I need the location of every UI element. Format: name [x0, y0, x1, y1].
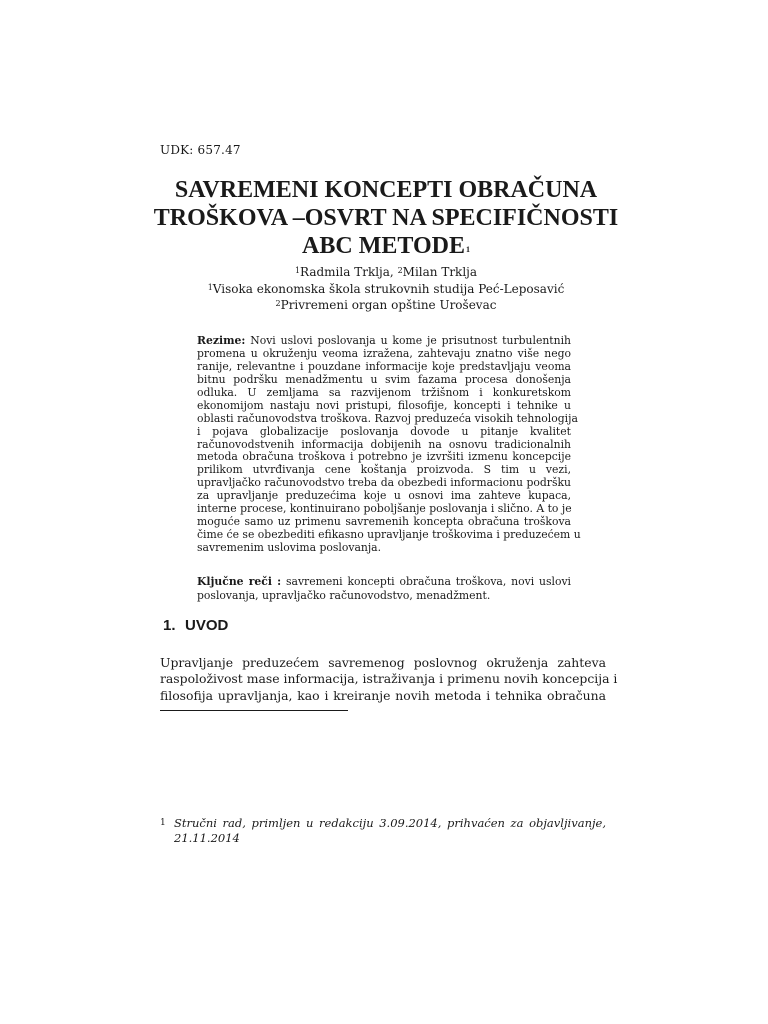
abstract-line: prilikom utvrđivanja cene koštanja proizvoda. S tim u vezi,: [197, 463, 571, 477]
affiliation-1: [150, 281, 622, 298]
author2-mark: 2: [397, 266, 403, 275]
authors-block: [150, 264, 622, 314]
keywords: [197, 575, 571, 603]
abstract-label: Rezime:: [197, 334, 246, 347]
affiliation-2: [150, 297, 622, 314]
author1-mark: 1: [294, 266, 301, 275]
footnote-line-2: 21.11.2014: [174, 831, 240, 845]
abstract-line: interne procese, kontinuirano poboljšanje poslovanja i slično. A to je: [197, 502, 572, 516]
section-heading: [163, 617, 228, 634]
abstract-line: i pojava globalizacije poslovanja dovode u pitanje kvalitet: [197, 424, 571, 438]
affiliation-2-text: Privremeni organ opštine Uroševac: [280, 298, 497, 312]
abstract-line: [197, 335, 571, 348]
body-line: filosofija upravljanja, kao i kreiranje novih metoda i tehnika obračuna: [160, 687, 606, 703]
body-line: raspoloživost mase informacija, istraživanja i primenu novih koncepcija i: [160, 671, 618, 687]
author-names: [150, 264, 622, 281]
footnote-mark: 1: [160, 818, 166, 828]
abstract-line: ranije, relevantne i pouzdane informacije koje predstavljaju veoma: [197, 359, 571, 373]
title-line-1: SAVREMENI KONCEPTI OBRAČUNA: [174, 177, 598, 203]
abstract-line: ekonomijom nastaju novi pristupi, filosofije, koncepti i tehnike u: [197, 398, 571, 412]
abstract-line: računovodstvenih informacija dobijenih na osnovu tradicionalnih: [197, 437, 571, 451]
footnote: [160, 816, 606, 846]
footnote-line-1: Stručni rad, primljen u redakciju 3.09.2014, prihvaćen za objavljivanje,: [174, 816, 606, 830]
keywords-label: Ključne reči :: [197, 575, 282, 588]
abstract-line: metoda obračuna troškova i potrebno je izvršiti izmenu koncepcije: [197, 450, 571, 464]
abstract-first-line: Novi uslovi poslovanja u kome je prisutnost turbulentnih: [245, 334, 571, 347]
title-footnote-mark: 1: [465, 245, 470, 254]
footnote-separator: [160, 710, 348, 711]
udk-code: UDK: 657.47: [160, 143, 241, 157]
paper-title: [150, 176, 622, 260]
footnote-text: [174, 816, 606, 846]
affiliation-2-mark: 2: [275, 299, 281, 308]
abstract-line: bitnu podršku menadžmentu u svim fazama procesa donošenja: [197, 372, 571, 386]
title-line-2: TROŠKOVA –OSVRT NA SPECIFIČNOSTI: [153, 205, 619, 231]
abstract-line: čime će se obezbediti efikasno upravljanje troškovima i preduzećem u: [197, 528, 581, 542]
abstract-line: upravljačko računovodstvo treba da obezbedi informacionu podršku: [197, 476, 571, 490]
abstract-line: odluka. U zemljama sa razvijenom tržišnom i konkuretskom: [197, 385, 571, 399]
section-number: 1.: [163, 617, 176, 634]
title-line-3-text: ABC METODE: [302, 233, 465, 259]
author1-name: Radmila Trklja,: [300, 265, 398, 279]
affiliation-1-mark: 1: [207, 282, 213, 292]
keywords-line: poslovanja, upravljačko računovodstvo, menadžment.: [197, 589, 491, 602]
abstract-line: moguće samo uz primenu savremenih koncepta obračuna troškova: [197, 515, 571, 529]
abstract-line: oblasti računovodstva troškova. Razvoj preduzeća visokih tehnologija: [197, 411, 578, 425]
body-paragraph: [160, 655, 618, 704]
author2-name: Milan Trklja: [402, 265, 478, 279]
affiliation-1-text: Visoka ekonomska škola strukovnih studija Peć-Leposavić: [212, 281, 565, 296]
body-line: Upravljanje preduzećem savremenog poslovnog okruženja zahteva: [160, 655, 606, 670]
keywords-line: [197, 575, 571, 589]
abstract: [197, 334, 581, 555]
abstract-line: za upravljanje preduzećima koje u osnovi ima zahteve kupaca,: [197, 489, 571, 503]
abstract-line: promena u okruženju veoma izražena, zahtevaju znatno više nego: [197, 346, 571, 360]
title-line-3: [150, 232, 622, 260]
section-title: UVOD: [185, 617, 229, 634]
keywords-first-line: savremeni koncepti obračuna troškova, novi uslovi: [281, 575, 571, 588]
abstract-line: savremenim uslovima poslovanja.: [197, 541, 382, 554]
